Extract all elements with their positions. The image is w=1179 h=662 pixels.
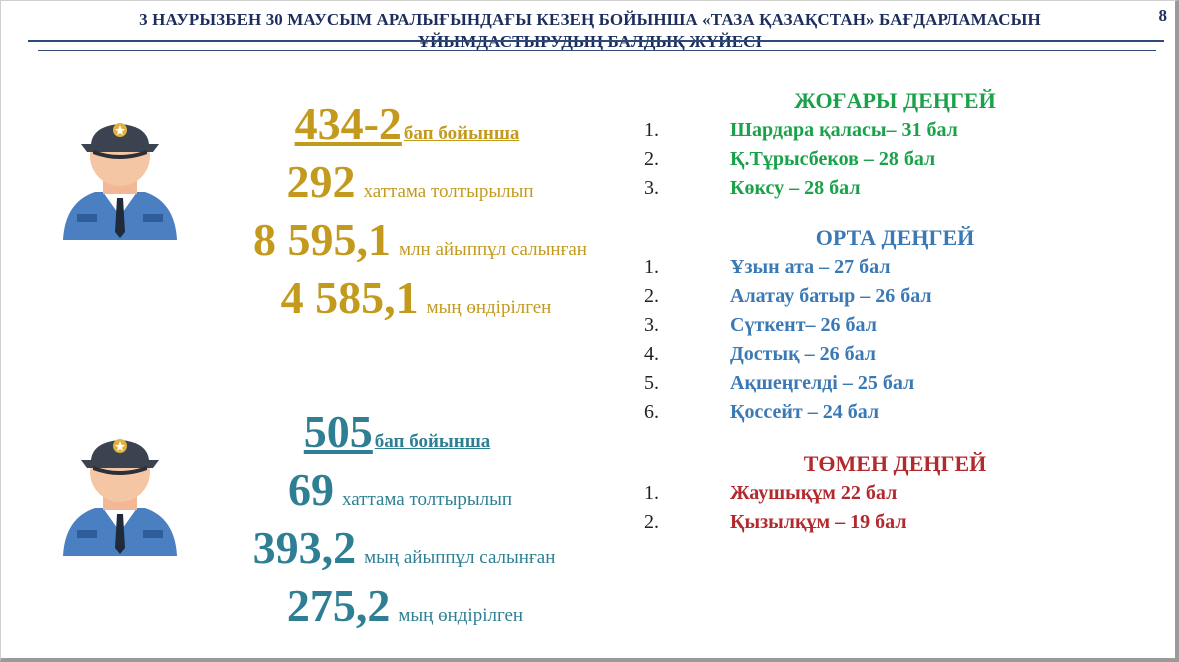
list-item: 1. Ұзын ата – 27 бал	[644, 256, 891, 278]
fines-value: 8 595,1	[253, 214, 392, 265]
article-value: 505	[303, 406, 373, 457]
collected-value: 275,2	[286, 580, 391, 631]
title-line-2	[30, 28, 1150, 56]
collected-label: мың өндірілген	[398, 605, 524, 626]
protocols-value: 69	[287, 464, 334, 515]
level-low-title: ТӨМЕН ДЕҢГЕЙ	[803, 451, 987, 476]
article-value: 434-2	[294, 98, 402, 149]
protocols-label: хаттама толтырылып	[341, 489, 513, 510]
title-line-1: 3 НАУРЫЗБЕН 30 МАУСЫМ АРАЛЫҒЫНДАҒЫ КЕЗЕҢ БОЙЫНША «ТАЗА ҚАЗАҚСТАН» БАҒДАРЛАМАСЫН	[139, 10, 1041, 29]
page-number: 8	[1158, 6, 1167, 25]
protocols-value: 292	[286, 156, 356, 207]
collected-row	[180, 578, 630, 634]
slide-title	[30, 6, 1150, 56]
fines-label: млн айыппұл салынған	[399, 239, 587, 260]
list-item: 1. Шардара қаласы– 31 бал	[644, 119, 958, 141]
stats-bottom	[190, 404, 630, 634]
level-high-title: ЖОҒАРЫ ДЕҢГЕЙ	[794, 88, 996, 113]
article-row	[164, 404, 630, 460]
level-medium	[640, 223, 1100, 427]
list-item: 5. Ақшеңгелді – 25 бал	[644, 372, 915, 394]
title-divider-thin	[38, 50, 1156, 51]
list-item: 1. Жаушықұм 22 бал	[644, 482, 898, 504]
collected-row	[192, 270, 640, 326]
protocols-row	[180, 154, 640, 210]
list-item: 3. Көксу – 28 бал	[644, 177, 861, 199]
fines-row	[178, 520, 630, 576]
protocols-row	[170, 462, 630, 518]
list-item: 2. Қызылқұм – 19 бал	[644, 511, 907, 533]
list-item: 3. Сүткент– 26 бал	[644, 314, 877, 336]
collected-label: мың өндірілген	[426, 297, 552, 318]
article-label: бап бойынша	[374, 431, 491, 452]
fines-label: мың айыппұл салынған	[364, 547, 556, 568]
article-label: бап бойынша	[403, 123, 520, 144]
title-divider	[28, 40, 1164, 42]
level-medium-title: ОРТА ДЕҢГЕЙ	[815, 225, 975, 250]
collected-value: 4 585,1	[280, 272, 419, 323]
list-item: 4. Достық – 26 бал	[644, 343, 876, 365]
fines-value: 393,2	[252, 522, 357, 573]
police-officer-icon	[55, 106, 185, 240]
fines-row	[200, 212, 640, 268]
list-item: 2. Қ.Тұрысбеков – 28 бал	[644, 148, 936, 170]
protocols-label: хаттама толтырылып	[363, 181, 534, 202]
list-item: 2. Алатау батыр – 26 бал	[644, 285, 932, 307]
list-item: 6. Қоссейт – 24 бал	[644, 401, 880, 423]
level-high	[640, 86, 1100, 203]
level-low	[640, 449, 1100, 537]
stats-top	[200, 96, 640, 326]
article-row	[174, 96, 640, 152]
